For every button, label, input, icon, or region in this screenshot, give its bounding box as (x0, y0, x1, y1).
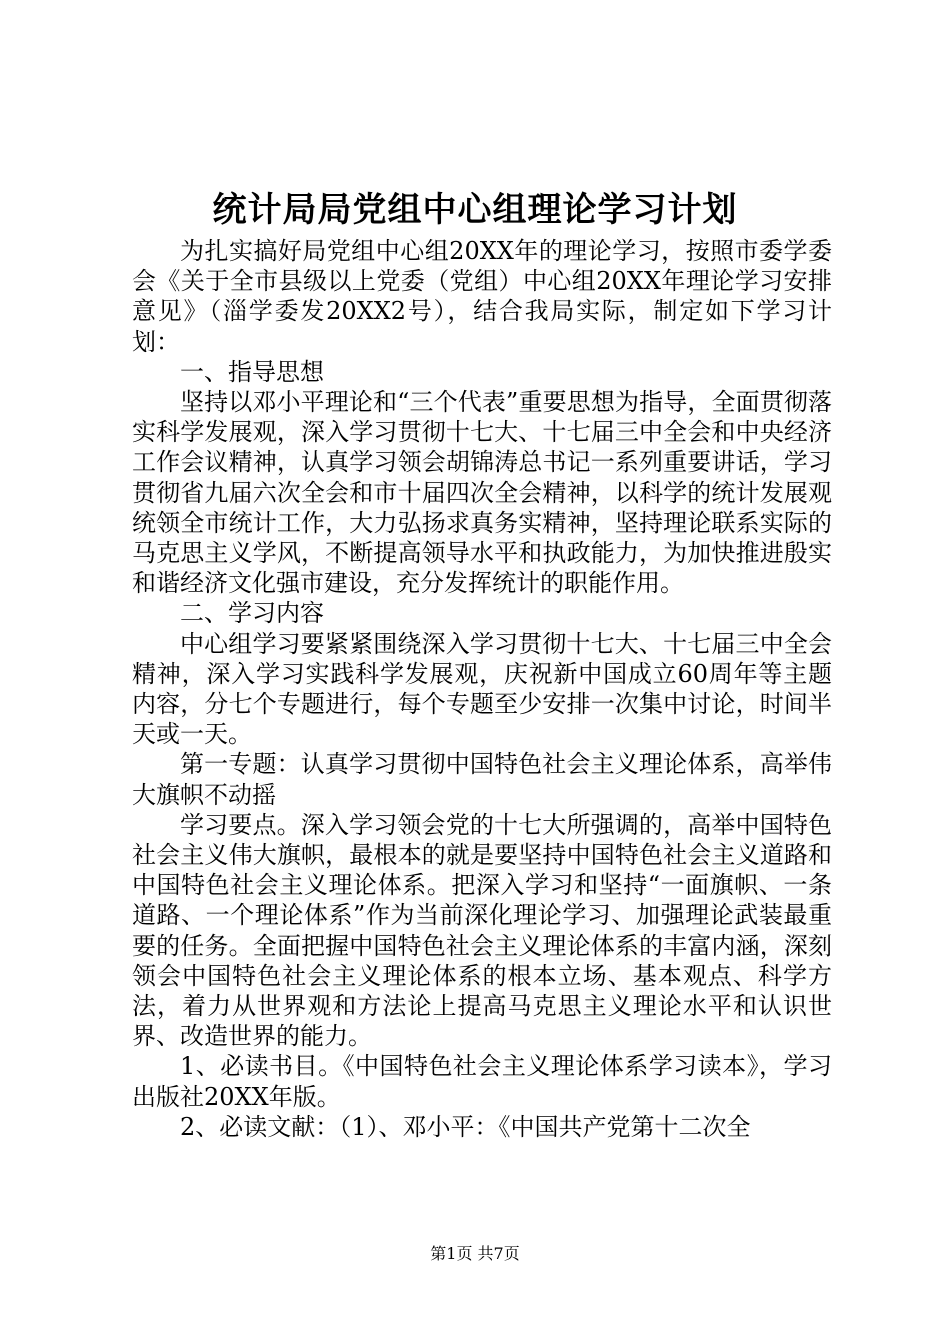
page-footer: 第1页 共7页 (430, 1244, 520, 1263)
paragraph-study-points: 学习要点。深入学习领会党的十七大所强调的，高举中国特色社会主义伟大旗帜，最根本的就是要坚持中国特色社会主义道路和中国特色社会主义理论体系。把深入学习和坚持“一面旗帜、一条道路、一个理论体系”作为当前深化理论学习、加强理论武装最重要的任务。全面把握中国特色社会主义理论体系的丰富内涵，深刻领会中国特色社会主义理论体系的根本立场、基本观点、科学方法，着力从世界观和方法论上提高马克思主义理论水平和认识世界、改造世界的能力。 (132, 810, 832, 1051)
paragraph-intro: 为扎实搞好局党组中心组20XX年的理论学习，按照市委学委会《关于全市县级以上党委（党组）中心组20XX年理论学习安排意见》（淄学委发20XX2号），结合我局实际，制定如下学习计划： (132, 237, 832, 356)
document-body (132, 236, 832, 1142)
paragraph-guiding-thought: 坚持以邓小平理论和“三个代表”重要思想为指导，全面贯彻落实科学发展观，深入学习贯彻十七大、十七届三中全会和中央经济工作会议精神，认真学习领会胡锦涛总书记一系列重要讲话，学习贯彻省九届六次全会和市十届四次全会精神，以科学的统计发展观统领全市统计工作，大力弘扬求真务实精神，坚持理论联系实际的马克思主义学风，不断提高领导水平和执政能力，为加快推进殷实和谐经济文化强市建设，充分发挥统计的职能作用。 (132, 388, 832, 598)
section-heading-guiding-thought: 一、指导思想 (180, 357, 324, 386)
paragraph-required-books: 1、必读书目。《中国特色社会主义理论体系学习读本》，学习出版社20XX年版。 (132, 1052, 832, 1111)
paragraph-required-documents: 2、必读文献：（1）、邓小平：《中国共产党第十二次全 (180, 1112, 751, 1141)
section-heading-study-content: 二、学习内容 (180, 599, 324, 628)
paragraph-topic-one: 第一专题：认真学习贯彻中国特色社会主义理论体系，高举伟大旗帜不动摇 (132, 750, 832, 809)
document-title: 统计局局党组中心组理论学习计划 (212, 190, 738, 230)
paragraph-study-content: 中心组学习要紧紧围绕深入学习贯彻十七大、十七届三中全会精神，深入学习实践科学发展观，庆祝新中国成立60周年等主题内容，分七个专题进行，每个专题至少安排一次集中讨论，时间半天或一天。 (132, 629, 832, 749)
